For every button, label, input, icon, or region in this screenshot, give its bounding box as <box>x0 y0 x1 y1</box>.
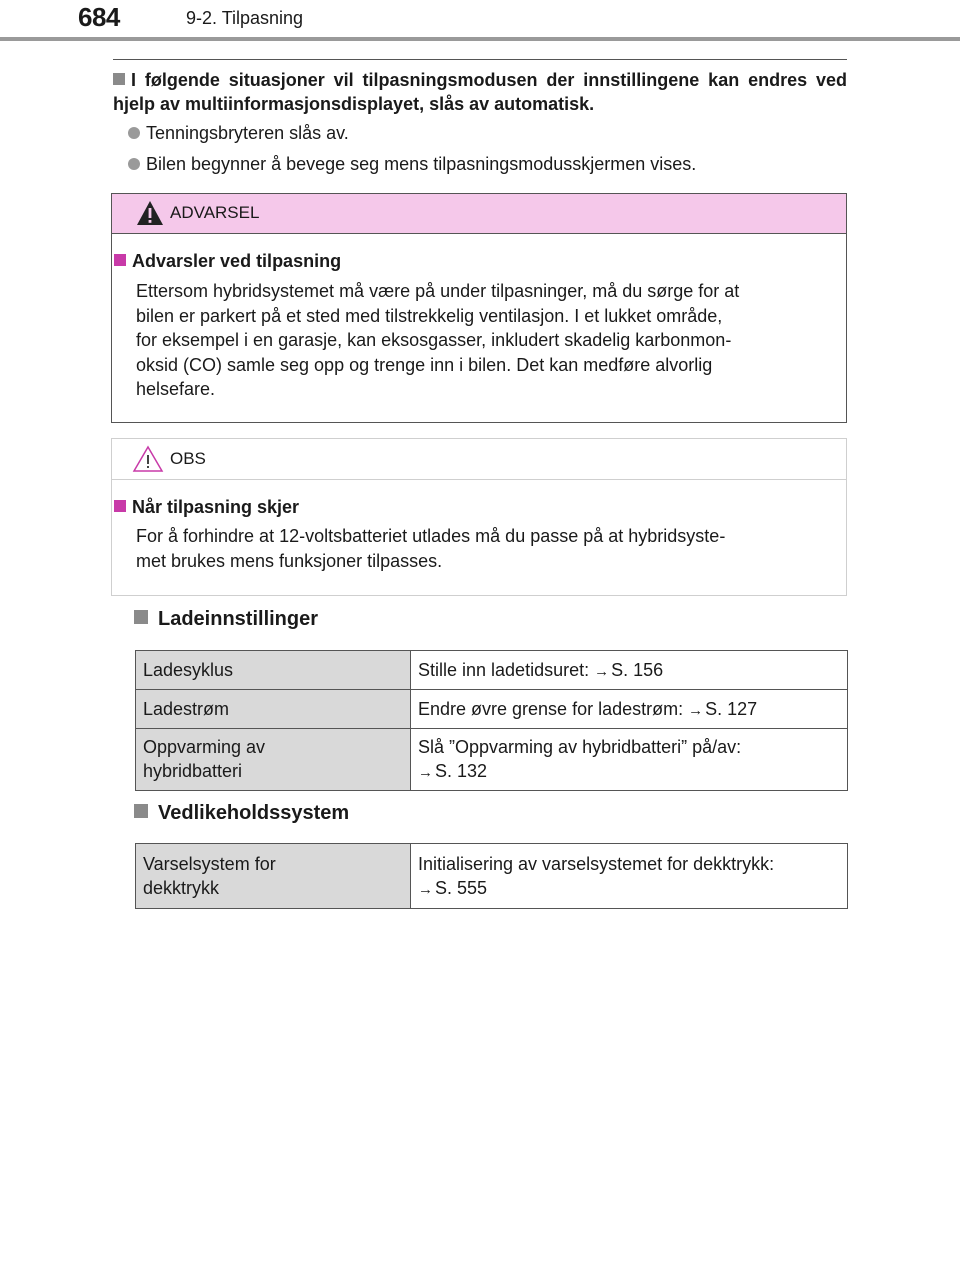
square-bullet-icon <box>114 500 126 512</box>
page-number: 684 <box>78 2 120 32</box>
table-row <box>136 690 848 729</box>
setting-name: Ladestrøm <box>136 690 411 729</box>
page-reference[interactable]: S. 127 <box>705 699 758 719</box>
arrow-right-icon: → <box>688 702 704 719</box>
notice-box <box>111 438 847 596</box>
warning-triangle-icon <box>136 200 164 226</box>
header-rule <box>0 37 960 41</box>
warning-box <box>111 193 847 423</box>
section-title: 9-2. Tilpasning <box>186 8 304 28</box>
notice-title: Når tilpasning skjer <box>114 497 299 518</box>
page-reference[interactable]: S. 156 <box>611 660 664 680</box>
arrow-right-icon: → <box>594 663 610 680</box>
square-bullet-icon <box>134 610 148 624</box>
notice-text: For å forhindre at 12-voltsbatteriet utlades må du passe på at hybridsyste- met brukes mens funksjoner tilpasses. <box>136 526 726 571</box>
charging-table <box>135 650 848 791</box>
warning-header <box>112 194 846 234</box>
table-row <box>136 844 848 909</box>
warning-label: ADVARSEL <box>170 203 260 222</box>
table-row <box>136 729 848 791</box>
page-reference[interactable]: S. 132 <box>435 761 488 781</box>
intro-heading: I følgende situasjoner vil tilpasningsmodusen der innstillingene kan endres ved hjelp av multiinformasjonsdisplayet, slås av automatisk. <box>113 70 847 114</box>
setting-name: Oppvarming av hybridbatteri <box>136 729 411 791</box>
round-bullet-icon <box>128 127 140 139</box>
intro-bullet-1: Tenningsbryteren slås av. <box>128 121 349 145</box>
round-bullet-icon <box>128 158 140 170</box>
warning-text: Ettersom hybridsystemet må være på under tilpasninger, må du sørge for at bilen er parkert på et sted med tilstrekkelig ventilasjon. I et lukket område, for eksempel i en garasje, kan eksosgasser, inkludert skadelig karbonmon- oksid (CO) samle seg opp og trenge inn i bilen. Det kan medføre alvorlig helsefare. <box>136 281 740 399</box>
square-bullet-icon <box>134 804 148 818</box>
square-bullet-icon <box>114 254 126 266</box>
table-row <box>136 651 848 690</box>
setting-description: Slå ”Oppvarming av hybridbatteri” på/av: → S. 132 <box>411 729 848 791</box>
page-reference[interactable]: S. 555 <box>435 878 488 898</box>
notice-label: OBS <box>170 449 206 468</box>
maintenance-heading: Vedlikeholdssystem <box>134 802 349 825</box>
caution-triangle-icon <box>132 445 164 473</box>
maintenance-table <box>135 843 848 909</box>
setting-name: Varselsystem for dekktrykk <box>136 844 411 909</box>
arrow-right-icon: → <box>418 881 433 898</box>
setting-description: Endre øvre grense for ladestrøm: → S. 127 <box>411 690 848 729</box>
page-header <box>0 0 960 44</box>
setting-name: Ladesyklus <box>136 651 411 690</box>
notice-header <box>112 439 846 480</box>
arrow-right-icon: → <box>418 764 433 781</box>
setting-description: Initialisering av varselsystemet for dekktrykk: → S. 555 <box>411 844 848 909</box>
warning-title: Advarsler ved tilpasning <box>114 251 341 272</box>
charging-heading: Ladeinnstillinger <box>134 608 318 631</box>
square-bullet-icon <box>113 73 125 85</box>
setting-description: Stille inn ladetidsuret: → S. 156 <box>411 651 848 690</box>
intro-bullet-2: Bilen begynner å bevege seg mens tilpasningsmodusskjermen vises. <box>128 152 696 176</box>
intro-section <box>113 68 847 116</box>
divider <box>113 59 847 60</box>
